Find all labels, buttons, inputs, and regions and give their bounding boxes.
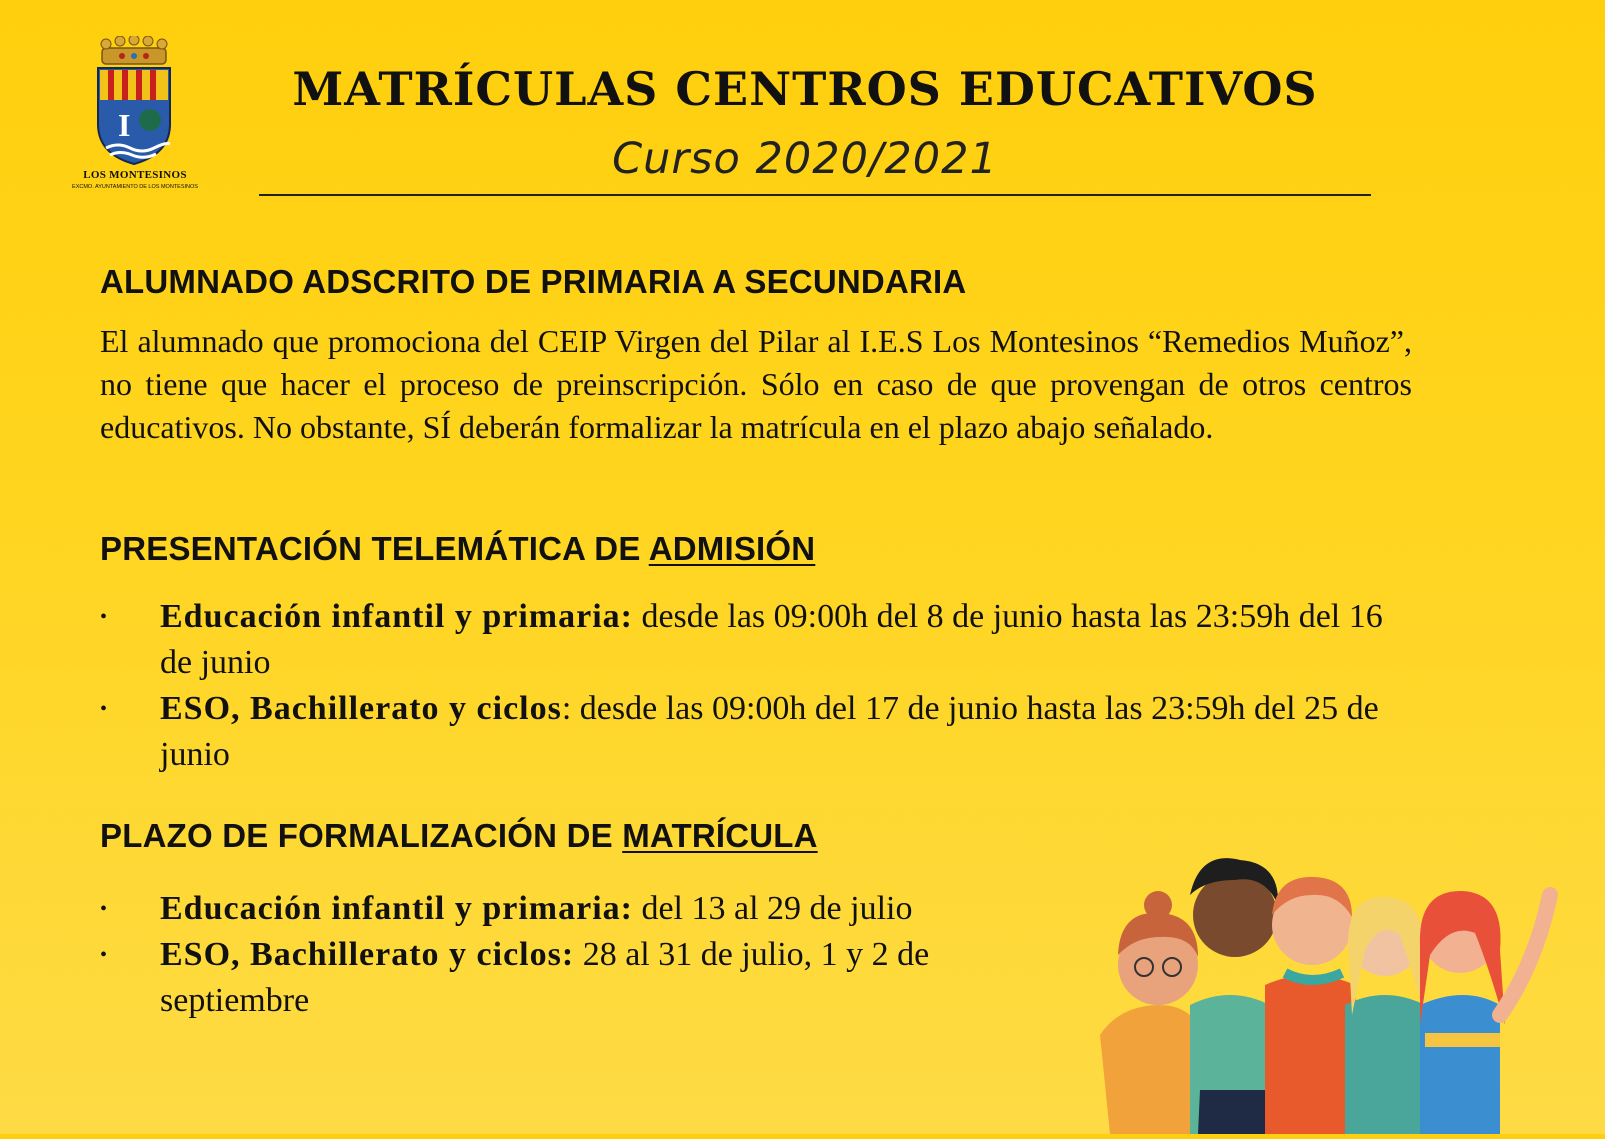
section-heading-matricula [100, 817, 818, 855]
bullet-icon: • [100, 606, 108, 628]
matricula-list [100, 886, 1075, 1024]
heading-underlined: ADMISIÓN [648, 530, 816, 567]
bullet-icon: • [100, 698, 108, 720]
municipal-logo [60, 36, 210, 196]
item-label: ESO, Bachillerato y ciclos [160, 690, 562, 727]
item-label: Educación infantil y primaria: [160, 598, 633, 635]
list-item [100, 932, 1075, 1024]
heading-underlined: MATRÍCULA [622, 817, 818, 854]
item-label: ESO, Bachillerato y ciclos: [160, 936, 575, 973]
title-divider [259, 194, 1371, 196]
page-title: MATRÍCULAS CENTROS EDUCATIVOS [292, 62, 1318, 116]
list-item [100, 594, 1412, 686]
list-item [100, 886, 1075, 932]
section-heading-admision [100, 530, 815, 568]
item-text: : desde las 09:00h del 17 de junio hasta las 23:59h del 25 de junio [160, 690, 1379, 773]
logo-subtitle: EXCMO. AYUNTAMIENTO DE LOS MONTESINOS [72, 184, 198, 190]
item-label: Educación infantil y primaria: [160, 890, 633, 927]
group-of-students-icon [1080, 855, 1605, 1134]
bullet-icon: • [100, 944, 108, 966]
coat-of-arms-icon [92, 36, 176, 166]
page-subtitle: Curso 2020/2021 [612, 134, 998, 184]
item-text: desde las 09:00h del 8 de junio hasta las 23:59h del 16 de junio [160, 598, 1383, 681]
heading-prefix: PLAZO DE FORMALIZACIÓN DE [100, 817, 623, 854]
shield-letter: I [118, 107, 131, 143]
bullet-icon: • [100, 898, 108, 920]
section-heading-adscrito: ALUMNADO ADSCRITO DE PRIMARIA A SECUNDARIA [100, 263, 967, 300]
admision-list [100, 594, 1412, 778]
list-item [100, 686, 1412, 778]
heading-prefix: PRESENTACIÓN TELEMÁTICA DE [100, 530, 649, 567]
item-text: del 13 al 29 de julio [632, 890, 913, 927]
section-body-adscrito: El alumnado que promociona del CEIP Virgen del Pilar al I.E.S Los Montesinos “Remedios Muñoz”, no tiene que hacer el proceso de preinscripción. Sólo en caso de que provengan de otros centros educativos. No obstante, SÍ deberán formalizar la matrícula en el plazo abajo señalado. [100, 323, 1412, 445]
item-text: 28 al 31 de julio, 1 y 2 de septiembre [160, 936, 930, 1019]
logo-name: LOS MONTESINOS [83, 169, 187, 181]
